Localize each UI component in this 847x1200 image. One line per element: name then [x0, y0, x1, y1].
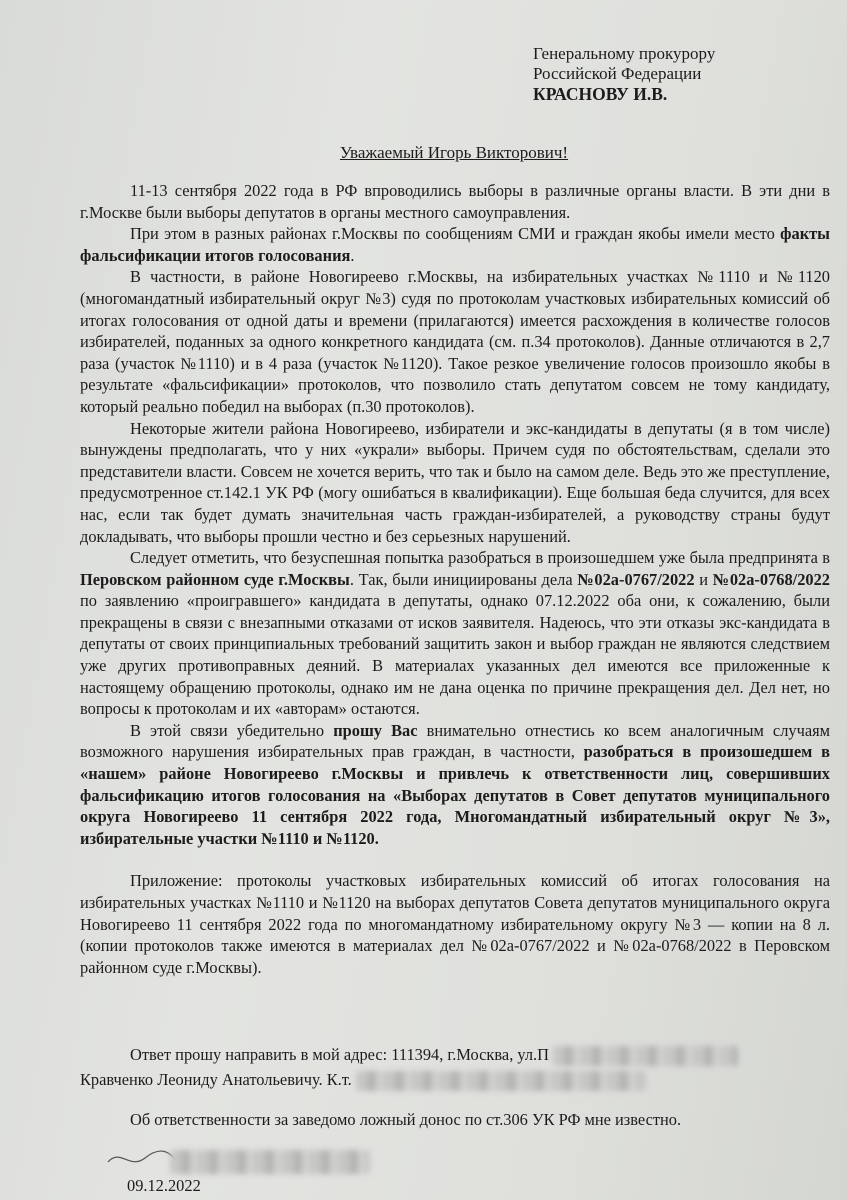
- addressee-block: [533, 44, 715, 104]
- paragraph-3: В частности, в районе Новогиреево г.Москвы, на избирательных участках №1110 и №1120 (многомандатный избирательный округ №3) судя по протоколам участковых избирательных комиссий об итогах голосования от одной даты и времени (прилагаются) имеется расхождения в количестве голосов избирателей, поданных за одного конкретного кандидата (см. п.34 протоколов). Данные отличаются в 2,7 раза (участок №1110) и в 4 раза (участок №1120). Такое резкое увеличение голосов произошло якобы в результате «фальсификации» протоколов, что позволило стать депутатом совсем не тому кандидату, который реально победил на выборах (п.30 протоколов).: [80, 267, 830, 416]
- addressee-line-2: Российской Федерации: [533, 64, 702, 83]
- paragraph-4: Некоторые жители района Новогиреево, избиратели и экс-кандидаты в депутаты (я в том числе) вынуждены предполагать, что у них «украли» выборы. Причем судя по обстоятельствам, сделали это представители власти. Совсем не хочется верить, что так и было на самом деле. Ведь это же преступление, предусмотренное ст.142.1 УК РФ (могу ошибаться в квалификации). Еще большая беда случится, для всех нас, если так будет думать значительная часть граждан-избирателей, а руководству страны будут докладывать, что выборы прошли честно и без серьезных нарушений.: [80, 418, 830, 546]
- reply-address-line: Ответ прошу направить в мой адрес: 111394, г.Москва, ул.П: [130, 1045, 738, 1066]
- addressee-name: КРАСНОВУ И.В.: [533, 84, 668, 104]
- paragraph-5: Следует отметить, что безуспешная попытка разобраться в произошедшем уже была предпринята в Перовском районном суде г.Москвы. Так, были инициированы дела №02а-0767/2022 и №02а-0768/2022 по заявлению «проигравшего» кандидата в депутаты, однако 07.12.2022 оба они, к сожалению, были прекращены в связи с внезапными отказами от исков заявителя. Надеюсь, что эти отказы экс-кандидата в депутаты от своих принципиальных требований защитить закон и выбор граждан не являются следствием уже других противоправных деяний. В материалах указанных дел имеются все приложенные к настоящему обращению протоколы, однако им не дана оценка по причине прекращения дел. Дел нет, но вопросы к протоколам и их «авторам» остаются.: [80, 548, 830, 719]
- paragraph-1: 11-13 сентября 2022 года в РФ впроводились выборы в различные органы власти. В эти дни в г.Москве были выборы депутатов в органы местного самоуправления.: [80, 181, 830, 222]
- appendix-paragraph: Приложение: протоколы участковых избирательных комиссий об итогах голосования на избирательных участках №1110 и №1120 на выборах депутатов Совета депутатов муниципального округа Новогиреево 11 сентября 2022 года по многомандатному избирательному округу №3 — копии на 8 л. (копии протоколов также имеются в материалах дел №02а-0767/2022 и №02а-0768/2022 в Перовском районном суде г.Москвы).: [80, 871, 830, 977]
- letter-body: [80, 180, 830, 978]
- liability-statement: Об ответственности за заведомо ложный донос по ст.306 УК РФ мне известно.: [130, 1110, 682, 1129]
- redacted-phone: [356, 1071, 646, 1091]
- salutation: Уважаемый Игорь Викторович!: [339, 143, 569, 162]
- addressee-line-1: Генеральному прокурору: [533, 44, 716, 63]
- signature: [100, 1140, 400, 1180]
- redacted-address: [553, 1046, 738, 1066]
- reply-recipient-line: Кравченко Леониду Анатольевичу. К.т.: [80, 1070, 646, 1091]
- paragraph-6: В этой связи убедительно прошу Вас внимательно отнестись ко всем аналогичным случаям возможного нарушения избирательных прав граждан, в частности, разобраться в произошедшем в «нашем» районе Новогиреево г.Москвы и привлечь к ответственности лиц, совершивших фальсификацию итогов голосования на «Выборах депутатов в Совет депутатов муниципального округа Новогиреево 11 сентября 2022 года, Многомандатный избирательный округ №3», избирательные участки №1110 и №1120.: [80, 720, 831, 848]
- document-date: 09.12.2022: [127, 1176, 201, 1195]
- redacted-signature: [170, 1150, 370, 1174]
- paragraph-2: При этом в разных районах г.Москвы по сообщениям СМИ и граждан якобы имели место факты фальсификации итогов голосования.: [80, 224, 830, 265]
